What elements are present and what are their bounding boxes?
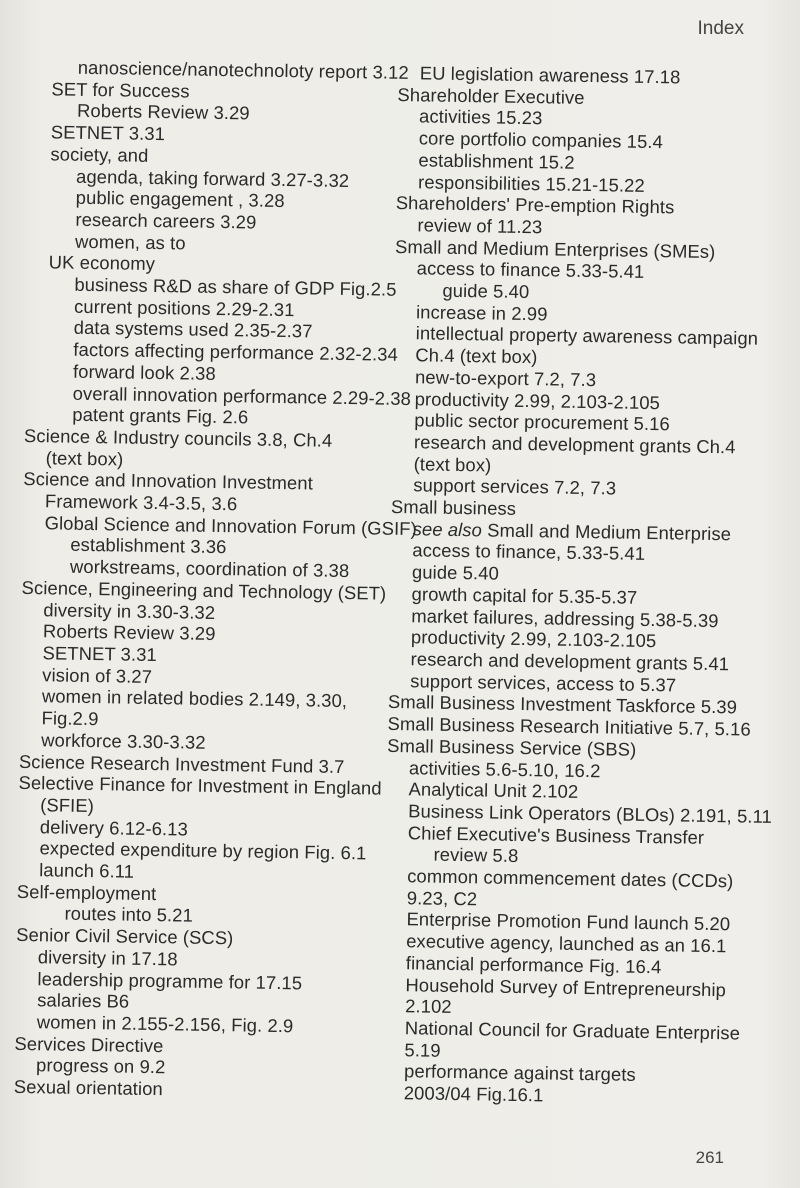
index-entry-text: Fig.2.9 [41,707,99,730]
index-entry-text: expected expenditure by region Fig. 6.1 [39,837,367,864]
index-entry-text: new-to-export 7.2, 7.3 [414,366,597,390]
index-entry-text: Services Directive [14,1032,164,1056]
index-entry-text: delivery 6.12-6.13 [39,815,189,840]
index-entry-text: society, and [50,143,149,166]
index-entry-text: current positions 2.29-2.31 [73,295,295,320]
index-entry-text: market failures, addressing 5.38-5.39 [411,604,719,631]
index-entry-text: Small and Medium Enterprises (SMEs) [394,235,716,262]
index-entry-text: nanoscience/nanotechnoloty report 3.12 [77,56,409,83]
index-entry-text: National Council for Graduate Enterprise [404,1017,741,1044]
index-entry-text: workforce 3.30-3.32 [41,729,206,753]
index-entry-text: leadership programme for 17.15 [37,967,303,993]
index-entry-text: common commencement dates (CCDs) [407,865,734,892]
index-entry-text: (text box) [413,452,492,476]
index-entry-text: patent grants Fig. 2.6 [72,403,249,428]
index-entry-text: 9.23, C2 [406,886,478,910]
index-entry-text: access to finance 5.33-5.41 [416,257,645,283]
index-entry-text: establishment 15.2 [418,149,575,173]
index-entry-text: Self-employment [16,880,157,904]
index-entry [382,1082,752,1110]
index-entry-text: Enterprise Promotion Fund launch 5.20 [406,908,731,935]
index-entry-text: 2003/04 Fig.16.1 [403,1082,544,1106]
index-entry-text: Senior Civil Service (SCS) [16,924,234,949]
index-entry-text: progress on 9.2 [35,1054,166,1078]
index-entry-text: SET for Success [51,78,190,102]
index-entry-text: responsibilities 15.21-15.22 [417,170,645,196]
index-entry-text: financial performance Fig. 16.4 [405,952,662,978]
index-entry-text: overall innovation performance 2.29-2.38 [72,382,412,409]
index-entry-text: intellectual property awareness campaign [415,322,759,350]
index-entry-text: support services, access to 5.37 [410,669,677,696]
index-entry-text: Chief Executive's Business Transfer [407,821,705,848]
index-entry-text: Shareholders' Pre-emption Rights [395,192,675,218]
index-entry-text: review 5.8 [433,843,519,867]
index-entry-text: Global Science and Innovation Forum (GSIF) [44,512,417,539]
index-entry-text: Science, Engineering and Technology (SET) [21,576,387,604]
index-entry-text: access to finance, 5.33-5.41 [412,539,646,565]
index-entry-text: salaries B6 [37,989,130,1012]
index-entry-text: Business Link Operators (BLOs) 2.191, 5.11 [408,800,773,827]
index-entry-text: (SFIE) [40,794,95,817]
index-entry-text: launch 6.11 [39,859,135,882]
index-entry-text: Small Business Investment Taskforce 5.39 [387,691,738,718]
index-entry-text: SETNET 3.31 [50,121,166,145]
index-entry-text: Small Business Service (SBS) [387,734,637,760]
index-entry-text: agenda, taking forward 3.27-3.32 [75,165,350,191]
index-entry-text: diversity in 17.18 [37,946,178,970]
index-entry-text: productivity 2.99, 2.103-2.105 [410,626,657,652]
index-entry-text: Analytical Unit 2.102 [408,778,579,803]
page-number: 261 [695,1148,724,1167]
index-entry-text: Selective Finance for Investment in England [18,772,382,799]
index-entry-text: Ch.4 (text box) [415,344,538,368]
index-entry-text: activities 15.23 [418,105,543,129]
index-entry-text: 5.19 [404,1038,441,1061]
index-entry-text: public sector procurement 5.16 [414,409,671,435]
index-entry-text: Household Survey of Entrepreneurship [405,973,727,1000]
index-entry-text: Science Research Investment Fund 3.7 [18,750,345,777]
index-entry-text: (text box) [45,446,124,470]
index-entry-text: core portfolio companies 15.4 [418,127,664,153]
index-entry-text: SETNET 3.31 [42,642,157,666]
index-entry-text: Science & Industry councils 3.8, Ch.4 [23,424,333,451]
index-entry-text: establishment 3.36 [70,534,227,558]
index-entry-text: EU legislation awareness 17.18 [419,62,681,88]
index-entry-text: guide 5.40 [442,279,530,303]
index-entry-text: Small and Medium Enterprise [487,519,732,545]
index-entry-text: business R&D as share of GDP Fig.2.5 [74,273,397,300]
index-entry-text: women in related bodies 2.149, 3.30, [41,685,348,712]
index-entry-text: diversity in 3.30-3.32 [43,598,216,623]
index-entry-text: data systems used 2.35-2.37 [73,317,313,342]
index-entry-text: research and development grants Ch.4 [413,431,736,458]
index-entry-text: executive agency, launched as an 16.1 [406,930,727,957]
index-entry-text: vision of 3.27 [42,663,153,687]
index-entry-text: support services 7.2, 7.3 [413,474,617,499]
index-entry-text: UK economy [48,251,156,275]
index-entry-text: review of 11.23 [417,214,543,238]
index-entry-text: 2.102 [405,995,452,1018]
index-entry-text: Framework 3.4-3.5, 3.6 [44,490,238,515]
index-entry-prefix: see also [412,518,488,541]
index-entry-text: Sexual orientation [13,1075,163,1100]
index-entry-text: forward look 2.38 [72,360,216,384]
index-entry-text: performance against targets [403,1060,636,1086]
index-column-left [13,56,417,1103]
index-entry-text: increase in 2.99 [415,301,548,325]
index-entry-text: Small Business Research Initiative 5.7, 5.16 [387,713,751,740]
index-entry-text: women, as to [74,230,186,254]
index-entry-text: Roberts Review 3.29 [42,620,216,645]
index-entry-text: Shareholder Executive [397,83,585,108]
index-entry-text: workstreams, coordination of 3.38 [69,555,350,582]
index-entry-text: growth capital for 5.35-5.37 [411,583,638,608]
index-entry-text: Roberts Review 3.29 [76,100,250,124]
index-entry-text: activities 5.6-5.10, 16.2 [408,756,601,781]
index-entry-text: women in 2.155-2.156, Fig. 2.9 [36,1011,294,1037]
page-header-title: Index [697,18,744,39]
index-entry [14,1076,374,1103]
index-entry-text: public engagement , 3.28 [75,186,285,212]
index-entry-text: Science and Innovation Investment [23,468,314,494]
index-entry-text: routes into 5.21 [64,903,194,927]
index-entry-text: Small business [390,496,517,519]
index-entry-text: productivity 2.99, 2.103-2.105 [414,387,661,413]
index-entry-text: research and development grants 5.41 [410,648,730,675]
index-column-right [382,62,773,1109]
index-entry-text: guide 5.40 [411,561,500,584]
index-entry-text: research careers 3.29 [75,208,257,233]
index-entry-text: factors affecting performance 2.32-2.34 [73,338,399,365]
